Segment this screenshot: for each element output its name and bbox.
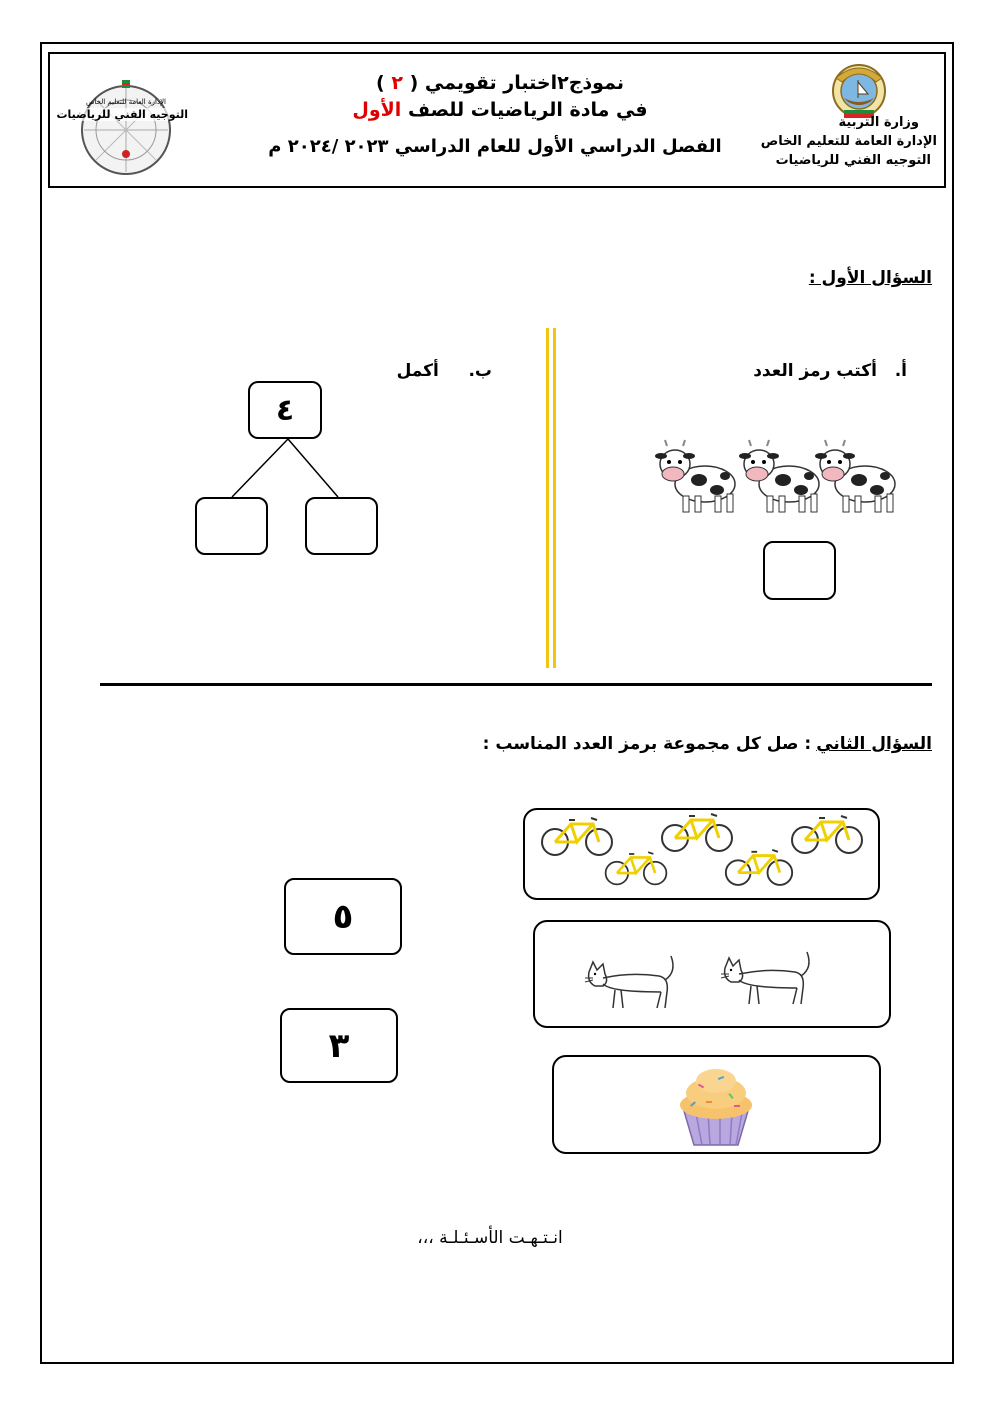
cat-icon — [581, 952, 681, 1012]
logo-dial-icon — [70, 76, 182, 176]
group-bicycles[interactable] — [523, 808, 880, 900]
exam-term: الفصل الدراسي الأول للعام الدراسي ٢٠٢٣ /٢٠٢٤ م — [268, 136, 722, 157]
cow-group — [655, 432, 905, 516]
exam-subject — [300, 99, 700, 121]
exam-title-number: ٢ — [391, 72, 403, 94]
cow-icon — [739, 432, 823, 516]
number-option-5[interactable]: ٥ — [284, 878, 402, 955]
logo-top-text: الإدارة العامة للتعليم الخاص — [85, 98, 167, 106]
exam-title-prefix: نموذج٢اختبار تقويمي ( — [409, 72, 624, 94]
exam-subject-prefix: في مادة الرياضيات للصف — [407, 99, 648, 121]
math-supervision-logo — [56, 76, 188, 176]
q2-title: السؤال الثاني — [816, 734, 932, 754]
bond-right-answer-box[interactable] — [305, 497, 378, 555]
group-cats[interactable] — [533, 920, 891, 1028]
column-divider-right — [553, 328, 556, 668]
bond-top-box: ٤ — [248, 381, 322, 439]
end-of-questions: انـتـهـت الأسـئـلـة ،،، — [417, 1228, 563, 1248]
ministry-line-3: التوجيه الفني للرياضيات — [775, 153, 931, 168]
q1-part-b-text: أكمل — [396, 361, 439, 381]
q2-heading — [483, 734, 932, 754]
logo-main-text: التوجيه الفني للرياضيات — [56, 108, 188, 121]
number-option-3[interactable]: ٣ — [280, 1008, 398, 1083]
ministry-line-1: وزارة التربية — [838, 115, 919, 130]
section-separator — [100, 683, 932, 686]
q1-part-a-label: أ. — [894, 361, 907, 381]
group-cupcake[interactable] — [552, 1055, 881, 1154]
ministry-line-2: الإدارة العامة للتعليم الخاص — [760, 134, 937, 149]
bicycle-icon — [789, 810, 865, 856]
q1a-answer-box[interactable] — [763, 541, 836, 600]
cow-icon — [655, 432, 739, 516]
cow-icon — [815, 432, 899, 516]
q2-instruction: : صل كل مجموعة برمز العدد المناسب : — [482, 734, 812, 754]
q1-title: السؤال الأول : — [808, 268, 932, 288]
column-divider-left — [546, 328, 549, 668]
exam-subject-grade: الأول — [352, 99, 402, 121]
q1-part-a — [753, 361, 907, 381]
exam-title — [300, 72, 700, 94]
q1-part-b — [397, 361, 492, 381]
q1-part-a-text: أكتب رمز العدد — [753, 361, 877, 381]
bicycle-icon — [723, 844, 795, 888]
exam-title-suffix: ) — [376, 72, 385, 94]
cupcake-icon — [674, 1065, 758, 1151]
q1-part-b-label: ب. — [468, 361, 492, 381]
page-border — [40, 42, 954, 1364]
bicycle-icon — [603, 846, 669, 888]
emblem-icon — [830, 58, 888, 120]
bond-left-answer-box[interactable] — [195, 497, 268, 555]
cat-icon — [717, 948, 817, 1008]
